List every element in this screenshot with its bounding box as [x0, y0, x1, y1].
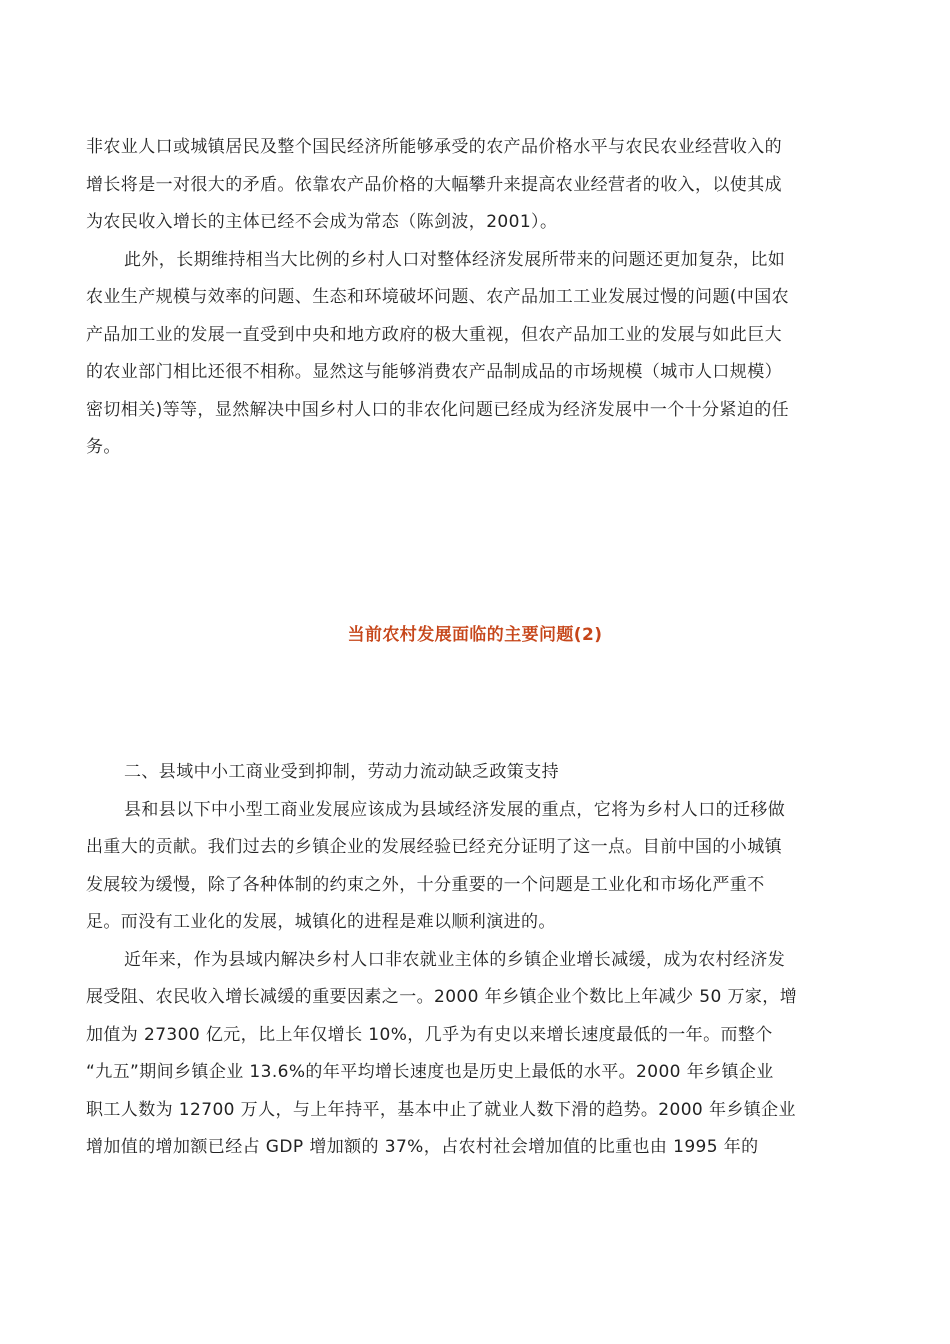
text-line: 出重大的贡献。我们过去的乡镇企业的发展经验已经充分证明了这一点。目前中国的小城镇	[86, 837, 782, 857]
text-line: 发展较为缓慢，除了各种体制的约束之外，十分重要的一个问题是工业化和市场化严重不	[86, 874, 765, 895]
text-line: 的农业部门相比还很不相称。显然这与能够消费农产品制成品的市场规模（城市人口规模）	[86, 362, 782, 382]
text-line: 非农业人口或城镇居民及整个国民经济所能够承受的农产品价格水平与农民农业经营收入的	[86, 137, 782, 157]
text-line: 近年来，作为县域内解决乡村人口非农就业主体的乡镇企业增长减缓，成为农村经济发	[124, 949, 786, 970]
text-line: 增长将是一对很大的矛盾。依靠农产品价格的大幅攀升来提高农业经营者的收入，以使其成	[86, 174, 782, 195]
text-line: 密切相关)等等，显然解决中国乡村人口的非农化问题已经成为经济发展中一个十分紧迫的任	[86, 399, 790, 420]
text-line: 增加值的增加额已经占 GDP 增加额的 37%，占农村社会增加值的比重也由 1995 年的	[86, 1137, 759, 1157]
section-heading: 二、县域中小工商业受到抑制，劳动力流动缺乏政策支持	[124, 762, 559, 782]
section-title: 当前农村发展面临的主要问题(2)	[347, 625, 603, 645]
text-line: 为农民收入增长的主体已经不会成为常态（陈剑波，2001）。	[86, 212, 558, 232]
text-line: 展受阻、农民收入增长减缓的重要因素之一。2000 年乡镇企业个数比上年减少 50 万家，增	[86, 987, 798, 1007]
text-line: 此外，长期维持相当大比例的乡村人口对整体经济发展所带来的问题还更加复杂，比如	[124, 249, 786, 270]
text-line: 农业生产规模与效率的问题、生态和环境破坏问题、农产品加工工业发展过慢的问题(中国农	[86, 287, 790, 307]
text-line: 产品加工业的发展一直受到中央和地方政府的极大重视，但农产品加工业的发展与如此巨大	[86, 324, 782, 345]
paragraph-group-1	[86, 129, 862, 467]
text-line: 务。	[86, 437, 121, 457]
text-line: “九五”期间乡镇企业 13.6%的年平均增长速度也是历史上最低的水平。2000 年乡镇企业	[86, 1062, 774, 1082]
text-line: 职工人数为 12700 万人，与上年持平，基本中止了就业人数下滑的趋势。2000 年乡镇企业	[86, 1099, 796, 1120]
text-line: 加值为 27300 亿元，比上年仅增长 10%，几乎为有史以来增长速度最低的一年。而整个	[86, 1024, 773, 1045]
text-line: 足。而没有工业化的发展，城镇化的进程是难以顺利演进的。	[86, 912, 556, 932]
text-line: 县和县以下中小型工商业发展应该成为县域经济发展的重点，它将为乡村人口的迁移做	[124, 799, 786, 820]
paragraph-group-2	[86, 754, 862, 1167]
